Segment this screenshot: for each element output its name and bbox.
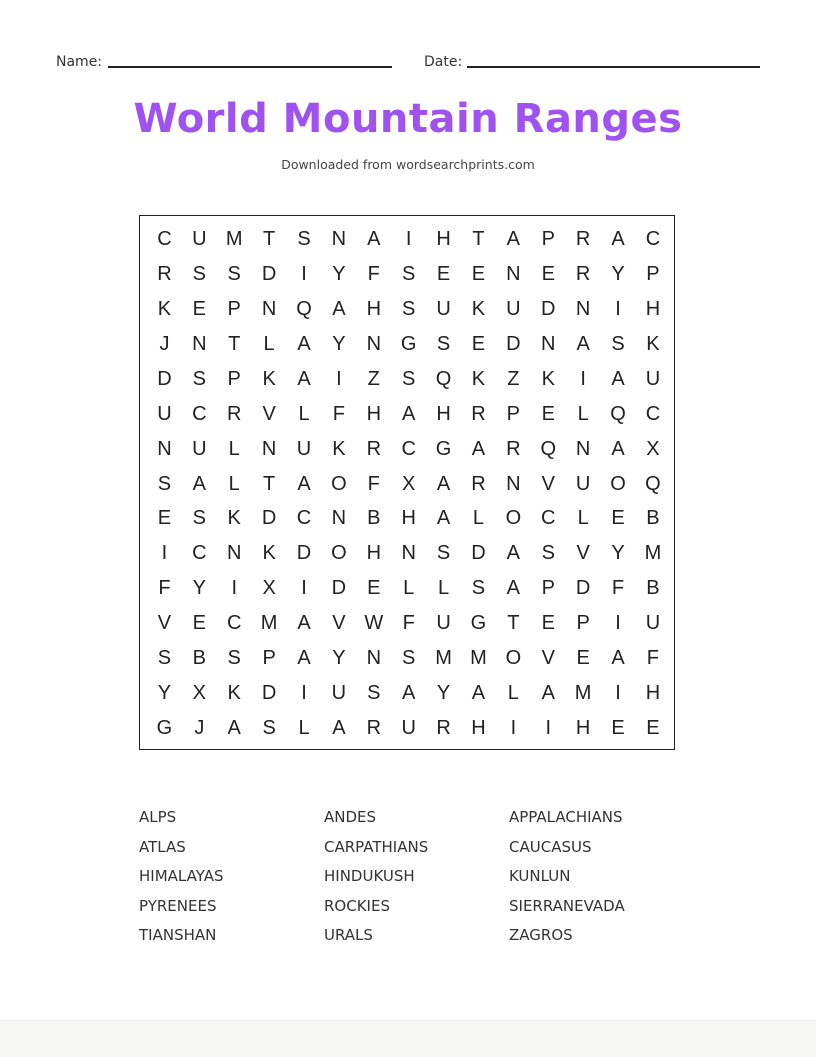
- grid-letter[interactable]: R: [366, 717, 382, 740]
- grid-letter[interactable]: Y: [611, 542, 625, 565]
- grid-letter[interactable]: D: [471, 542, 486, 565]
- grid-letter[interactable]: K: [227, 682, 241, 705]
- grid-letter[interactable]: A: [227, 717, 241, 740]
- grid-letter[interactable]: E: [192, 297, 206, 320]
- grid-letter[interactable]: D: [157, 367, 172, 390]
- grid-letter[interactable]: Z: [507, 367, 520, 390]
- grid-letter[interactable]: A: [332, 717, 346, 740]
- grid-letter[interactable]: H: [366, 402, 382, 425]
- grid-letter[interactable]: I: [545, 717, 552, 740]
- grid-letter[interactable]: F: [402, 612, 415, 635]
- grid-letter[interactable]: N: [541, 332, 556, 355]
- word-list-item: HINDUKUSH: [324, 867, 415, 886]
- grid-letter[interactable]: D: [541, 297, 556, 320]
- grid-letter[interactable]: K: [332, 437, 346, 460]
- grid-letter[interactable]: F: [646, 647, 660, 670]
- grid-letter[interactable]: I: [301, 262, 307, 285]
- grid-letter[interactable]: P: [541, 227, 555, 250]
- grid-letter[interactable]: S: [192, 367, 206, 390]
- letter-grid: [147, 222, 670, 746]
- grid-letter[interactable]: S: [436, 332, 451, 355]
- grid-letter[interactable]: O: [505, 647, 522, 670]
- grid-letter[interactable]: I: [231, 577, 237, 600]
- word-list: [139, 805, 699, 953]
- grid-letter[interactable]: T: [228, 332, 241, 355]
- grid-letter[interactable]: P: [506, 402, 521, 425]
- grid-letter[interactable]: A: [471, 682, 486, 705]
- grid-letter[interactable]: F: [611, 577, 625, 600]
- grid-letter[interactable]: E: [471, 332, 486, 355]
- word-list-item: SIERRANEVADA: [509, 896, 625, 915]
- grid-letter[interactable]: T: [472, 227, 485, 250]
- grid-letter[interactable]: S: [402, 297, 416, 320]
- word-list-item: PYRENEES: [139, 896, 217, 915]
- grid-letter[interactable]: G: [400, 332, 417, 355]
- grid-letter[interactable]: I: [301, 577, 307, 600]
- grid-letter[interactable]: L: [507, 682, 519, 705]
- grid-letter[interactable]: Y: [332, 332, 346, 355]
- grid-letter[interactable]: R: [366, 437, 382, 460]
- grid-letter[interactable]: O: [505, 507, 522, 530]
- grid-letter[interactable]: H: [366, 297, 382, 320]
- date-label: Date:: [424, 54, 463, 70]
- grid-letter[interactable]: U: [192, 437, 207, 460]
- grid-letter[interactable]: U: [645, 612, 661, 635]
- word-list-item: KUNLUN: [509, 867, 571, 886]
- grid-letter[interactable]: U: [506, 297, 521, 320]
- grid-letter[interactable]: V: [332, 612, 346, 635]
- grid-letter[interactable]: F: [158, 577, 171, 600]
- grid-letter[interactable]: R: [157, 262, 172, 285]
- grid-letter[interactable]: S: [297, 227, 311, 250]
- grid-letter[interactable]: I: [615, 612, 621, 635]
- grid-letter[interactable]: A: [297, 647, 311, 670]
- grid-letter[interactable]: R: [575, 227, 591, 250]
- grid-letter[interactable]: L: [577, 507, 589, 530]
- grid-letter[interactable]: B: [192, 647, 206, 670]
- grid-letter[interactable]: N: [192, 332, 207, 355]
- grid-letter[interactable]: F: [367, 472, 380, 495]
- grid-letter[interactable]: S: [192, 507, 206, 530]
- grid-letter[interactable]: U: [436, 612, 451, 635]
- grid-letter[interactable]: C: [401, 437, 416, 460]
- grid-letter[interactable]: D: [331, 577, 347, 600]
- grid-letter[interactable]: Y: [332, 262, 346, 285]
- grid-letter[interactable]: A: [611, 647, 625, 670]
- grid-letter[interactable]: C: [157, 227, 172, 250]
- grid-letter[interactable]: X: [646, 437, 660, 460]
- grid-letter[interactable]: N: [506, 262, 521, 285]
- grid-letter[interactable]: Q: [610, 402, 626, 425]
- grid-letter[interactable]: A: [506, 577, 521, 600]
- grid-letter[interactable]: L: [438, 577, 450, 600]
- grid-letter[interactable]: S: [227, 647, 241, 670]
- grid-letter[interactable]: J: [159, 332, 170, 355]
- grid-letter[interactable]: H: [436, 402, 451, 425]
- grid-letter[interactable]: R: [227, 402, 242, 425]
- grid-letter[interactable]: D: [506, 332, 521, 355]
- grid-letter[interactable]: N: [401, 542, 416, 565]
- word-list-item: ANDES: [324, 808, 377, 826]
- grid-letter[interactable]: N: [366, 332, 382, 355]
- word-list-item: ATLAS: [139, 837, 186, 856]
- grid-letter[interactable]: U: [331, 682, 347, 705]
- grid-letter[interactable]: E: [576, 647, 590, 670]
- grid-letter[interactable]: H: [575, 717, 591, 740]
- grid-letter[interactable]: K: [541, 367, 555, 390]
- grid-letter[interactable]: D: [575, 577, 591, 600]
- grid-letter[interactable]: A: [332, 297, 346, 320]
- grid-letter[interactable]: E: [541, 262, 555, 285]
- grid-letter[interactable]: X: [262, 577, 276, 600]
- grid-letter[interactable]: K: [646, 332, 660, 355]
- grid-letter[interactable]: L: [228, 437, 240, 460]
- grid-letter[interactable]: X: [192, 682, 206, 705]
- grid-letter[interactable]: S: [157, 472, 172, 495]
- grid-letter[interactable]: E: [646, 717, 660, 740]
- grid-letter[interactable]: O: [331, 472, 347, 495]
- grid-letter[interactable]: R: [471, 402, 486, 425]
- grid-letter[interactable]: E: [541, 402, 555, 425]
- grid-letter[interactable]: A: [611, 437, 625, 460]
- grid-letter[interactable]: I: [615, 682, 621, 705]
- grid-letter[interactable]: M: [470, 647, 487, 670]
- grid-letter[interactable]: T: [507, 612, 520, 635]
- grid-letter[interactable]: H: [436, 227, 451, 250]
- grid-letter[interactable]: C: [541, 507, 556, 530]
- grid-letter[interactable]: E: [157, 507, 172, 530]
- grid-letter[interactable]: Y: [157, 682, 172, 705]
- grid-letter[interactable]: B: [367, 507, 381, 530]
- grid-letter[interactable]: A: [297, 612, 311, 635]
- grid-letter[interactable]: A: [367, 227, 381, 250]
- grid-letter[interactable]: A: [297, 332, 311, 355]
- grid-letter[interactable]: Z: [367, 367, 380, 390]
- grid-letter[interactable]: I: [161, 542, 168, 565]
- grid-letter[interactable]: E: [611, 717, 625, 740]
- grid-letter[interactable]: U: [192, 227, 207, 250]
- grid-letter[interactable]: A: [192, 472, 206, 495]
- grid-letter[interactable]: B: [646, 577, 660, 600]
- grid-letter[interactable]: U: [436, 297, 451, 320]
- grid-letter[interactable]: M: [574, 682, 592, 705]
- grid-letter[interactable]: X: [402, 472, 416, 495]
- grid-letter[interactable]: S: [402, 647, 416, 670]
- grid-letter[interactable]: L: [577, 402, 589, 425]
- grid-letter[interactable]: A: [506, 542, 521, 565]
- grid-letter[interactable]: K: [471, 297, 486, 320]
- word-list-item: URALS: [324, 926, 373, 945]
- grid-letter[interactable]: P: [541, 577, 555, 600]
- grid-letter[interactable]: L: [472, 507, 485, 530]
- grid-letter[interactable]: S: [262, 717, 276, 740]
- grid-letter[interactable]: C: [296, 507, 312, 530]
- grid-letter[interactable]: K: [471, 367, 486, 390]
- date-line[interactable]: [467, 66, 760, 68]
- grid-letter[interactable]: A: [297, 367, 311, 390]
- grid-letter[interactable]: O: [331, 542, 347, 565]
- grid-letter[interactable]: N: [575, 297, 591, 320]
- grid-letter[interactable]: E: [436, 262, 451, 285]
- word-list-item: HIMALAYAS: [139, 867, 224, 886]
- grid-letter[interactable]: S: [541, 542, 555, 565]
- grid-letter[interactable]: I: [580, 367, 586, 390]
- grid-letter[interactable]: C: [192, 402, 207, 425]
- word-search-grid-frame: [139, 215, 675, 750]
- grid-letter[interactable]: E: [192, 612, 206, 635]
- grid-letter[interactable]: N: [261, 437, 277, 460]
- grid-letter[interactable]: H: [366, 542, 382, 565]
- grid-letter[interactable]: N: [575, 437, 591, 460]
- grid-letter[interactable]: S: [227, 262, 241, 285]
- grid-letter[interactable]: F: [332, 402, 345, 425]
- word-list-item: ROCKIES: [324, 896, 390, 915]
- grid-letter[interactable]: Q: [435, 367, 452, 390]
- grid-letter[interactable]: L: [403, 577, 415, 600]
- grid-letter[interactable]: S: [611, 332, 625, 355]
- grid-letter[interactable]: N: [157, 437, 172, 460]
- grid-letter[interactable]: V: [541, 472, 555, 495]
- grid-letter[interactable]: D: [296, 542, 312, 565]
- name-line[interactable]: [108, 66, 392, 68]
- grid-letter[interactable]: R: [575, 262, 591, 285]
- grid-letter[interactable]: U: [401, 717, 416, 740]
- grid-letter[interactable]: D: [261, 682, 277, 705]
- grid-letter[interactable]: H: [401, 507, 416, 530]
- grid-letter[interactable]: S: [471, 577, 486, 600]
- grid-letter[interactable]: Y: [611, 262, 625, 285]
- grid-letter[interactable]: Y: [436, 682, 451, 705]
- grid-letter[interactable]: I: [301, 682, 307, 705]
- grid-letter[interactable]: L: [263, 332, 275, 355]
- grid-letter[interactable]: L: [298, 717, 310, 740]
- grid-letter[interactable]: Q: [296, 297, 312, 320]
- grid-letter[interactable]: K: [262, 542, 276, 565]
- grid-letter[interactable]: I: [510, 717, 517, 740]
- header-fields: [56, 52, 760, 72]
- word-list-item: ALPS: [139, 808, 177, 826]
- word-list-item: APPALACHIANS: [509, 808, 623, 826]
- grid-letter[interactable]: E: [611, 507, 625, 530]
- grid-letter[interactable]: I: [405, 227, 412, 250]
- grid-letter[interactable]: V: [576, 542, 590, 565]
- grid-letter[interactable]: A: [402, 682, 416, 705]
- grid-letter[interactable]: S: [402, 262, 416, 285]
- grid-letter[interactable]: N: [331, 507, 347, 530]
- grid-letter[interactable]: P: [646, 262, 660, 285]
- grid-letter[interactable]: A: [576, 332, 590, 355]
- grid-letter[interactable]: R: [436, 717, 451, 740]
- grid-letter[interactable]: V: [262, 402, 276, 425]
- grid-letter[interactable]: L: [298, 402, 310, 425]
- grid-letter[interactable]: C: [645, 402, 661, 425]
- grid-letter[interactable]: H: [471, 717, 486, 740]
- grid-letter[interactable]: W: [364, 612, 384, 635]
- grid-letter[interactable]: J: [194, 717, 205, 740]
- page-title: World Mountain Ranges: [133, 96, 683, 142]
- word-list-item: ZAGROS: [509, 926, 573, 945]
- source-credit: Downloaded from wordsearchprints.com: [281, 157, 535, 172]
- grid-letter[interactable]: B: [646, 507, 660, 530]
- grid-letter[interactable]: C: [645, 227, 661, 250]
- grid-letter[interactable]: P: [576, 612, 590, 635]
- grid-letter[interactable]: K: [157, 297, 172, 320]
- grid-letter[interactable]: Q: [645, 472, 661, 495]
- grid-letter[interactable]: G: [435, 437, 452, 460]
- grid-letter[interactable]: Y: [192, 577, 206, 600]
- grid-letter[interactable]: D: [261, 262, 277, 285]
- grid-letter[interactable]: M: [644, 542, 662, 565]
- grid-letter[interactable]: H: [645, 297, 661, 320]
- grid-letter[interactable]: A: [611, 227, 625, 250]
- grid-letter[interactable]: S: [436, 542, 451, 565]
- grid-letter[interactable]: U: [575, 472, 591, 495]
- word-list-item: CAUCASUS: [509, 837, 592, 856]
- grid-letter[interactable]: N: [261, 297, 277, 320]
- grid-letter[interactable]: T: [263, 227, 276, 250]
- grid-letter[interactable]: I: [336, 367, 342, 390]
- grid-letter[interactable]: I: [615, 297, 621, 320]
- grid-letter[interactable]: K: [227, 507, 241, 530]
- grid-letter[interactable]: A: [611, 367, 625, 390]
- grid-letter[interactable]: M: [260, 612, 278, 635]
- grid-letter[interactable]: H: [645, 682, 661, 705]
- grid-letter[interactable]: E: [471, 262, 486, 285]
- grid-letter[interactable]: S: [367, 682, 381, 705]
- grid-letter[interactable]: A: [436, 507, 451, 530]
- grid-letter[interactable]: P: [227, 367, 241, 390]
- grid-letter[interactable]: M: [225, 227, 243, 250]
- grid-letter[interactable]: G: [470, 612, 487, 635]
- grid-letter[interactable]: U: [645, 367, 661, 390]
- grid-letter[interactable]: Q: [540, 437, 557, 460]
- grid-letter[interactable]: M: [435, 647, 452, 670]
- grid-letter[interactable]: O: [610, 472, 626, 495]
- grid-letter[interactable]: U: [296, 437, 312, 460]
- grid-letter[interactable]: L: [228, 472, 240, 495]
- grid-letter[interactable]: S: [192, 262, 206, 285]
- grid-letter[interactable]: A: [436, 472, 451, 495]
- grid-letter[interactable]: P: [262, 647, 276, 670]
- grid-letter[interactable]: C: [227, 612, 242, 635]
- grid-letter[interactable]: A: [541, 682, 555, 705]
- grid-letter[interactable]: T: [263, 472, 276, 495]
- grid-letter[interactable]: U: [157, 402, 172, 425]
- grid-letter[interactable]: N: [506, 472, 521, 495]
- name-label: Name:: [56, 54, 103, 70]
- footer-band: [0, 1020, 816, 1057]
- grid-letter[interactable]: P: [227, 297, 241, 320]
- grid-letter[interactable]: K: [262, 367, 276, 390]
- grid-letter[interactable]: N: [366, 647, 382, 670]
- grid-letter[interactable]: S: [157, 647, 172, 670]
- grid-letter[interactable]: C: [192, 542, 207, 565]
- grid-letter[interactable]: Y: [332, 647, 346, 670]
- grid-letter[interactable]: A: [506, 227, 521, 250]
- grid-letter[interactable]: V: [541, 647, 555, 670]
- grid-letter[interactable]: F: [367, 262, 380, 285]
- grid-letter[interactable]: A: [402, 402, 416, 425]
- grid-letter[interactable]: V: [157, 612, 172, 635]
- grid-letter[interactable]: E: [541, 612, 555, 635]
- grid-letter[interactable]: A: [297, 472, 311, 495]
- grid-letter[interactable]: D: [261, 507, 277, 530]
- grid-letter[interactable]: N: [227, 542, 242, 565]
- grid-letter[interactable]: G: [156, 717, 173, 740]
- grid-letter[interactable]: S: [402, 367, 416, 390]
- word-list-item: CARPATHIANS: [324, 837, 429, 856]
- word-list-item: TIANSHAN: [139, 926, 217, 945]
- grid-letter[interactable]: R: [506, 437, 521, 460]
- grid-letter[interactable]: A: [471, 437, 486, 460]
- grid-letter[interactable]: E: [367, 577, 381, 600]
- grid-letter[interactable]: R: [471, 472, 486, 495]
- grid-letter[interactable]: N: [331, 227, 347, 250]
